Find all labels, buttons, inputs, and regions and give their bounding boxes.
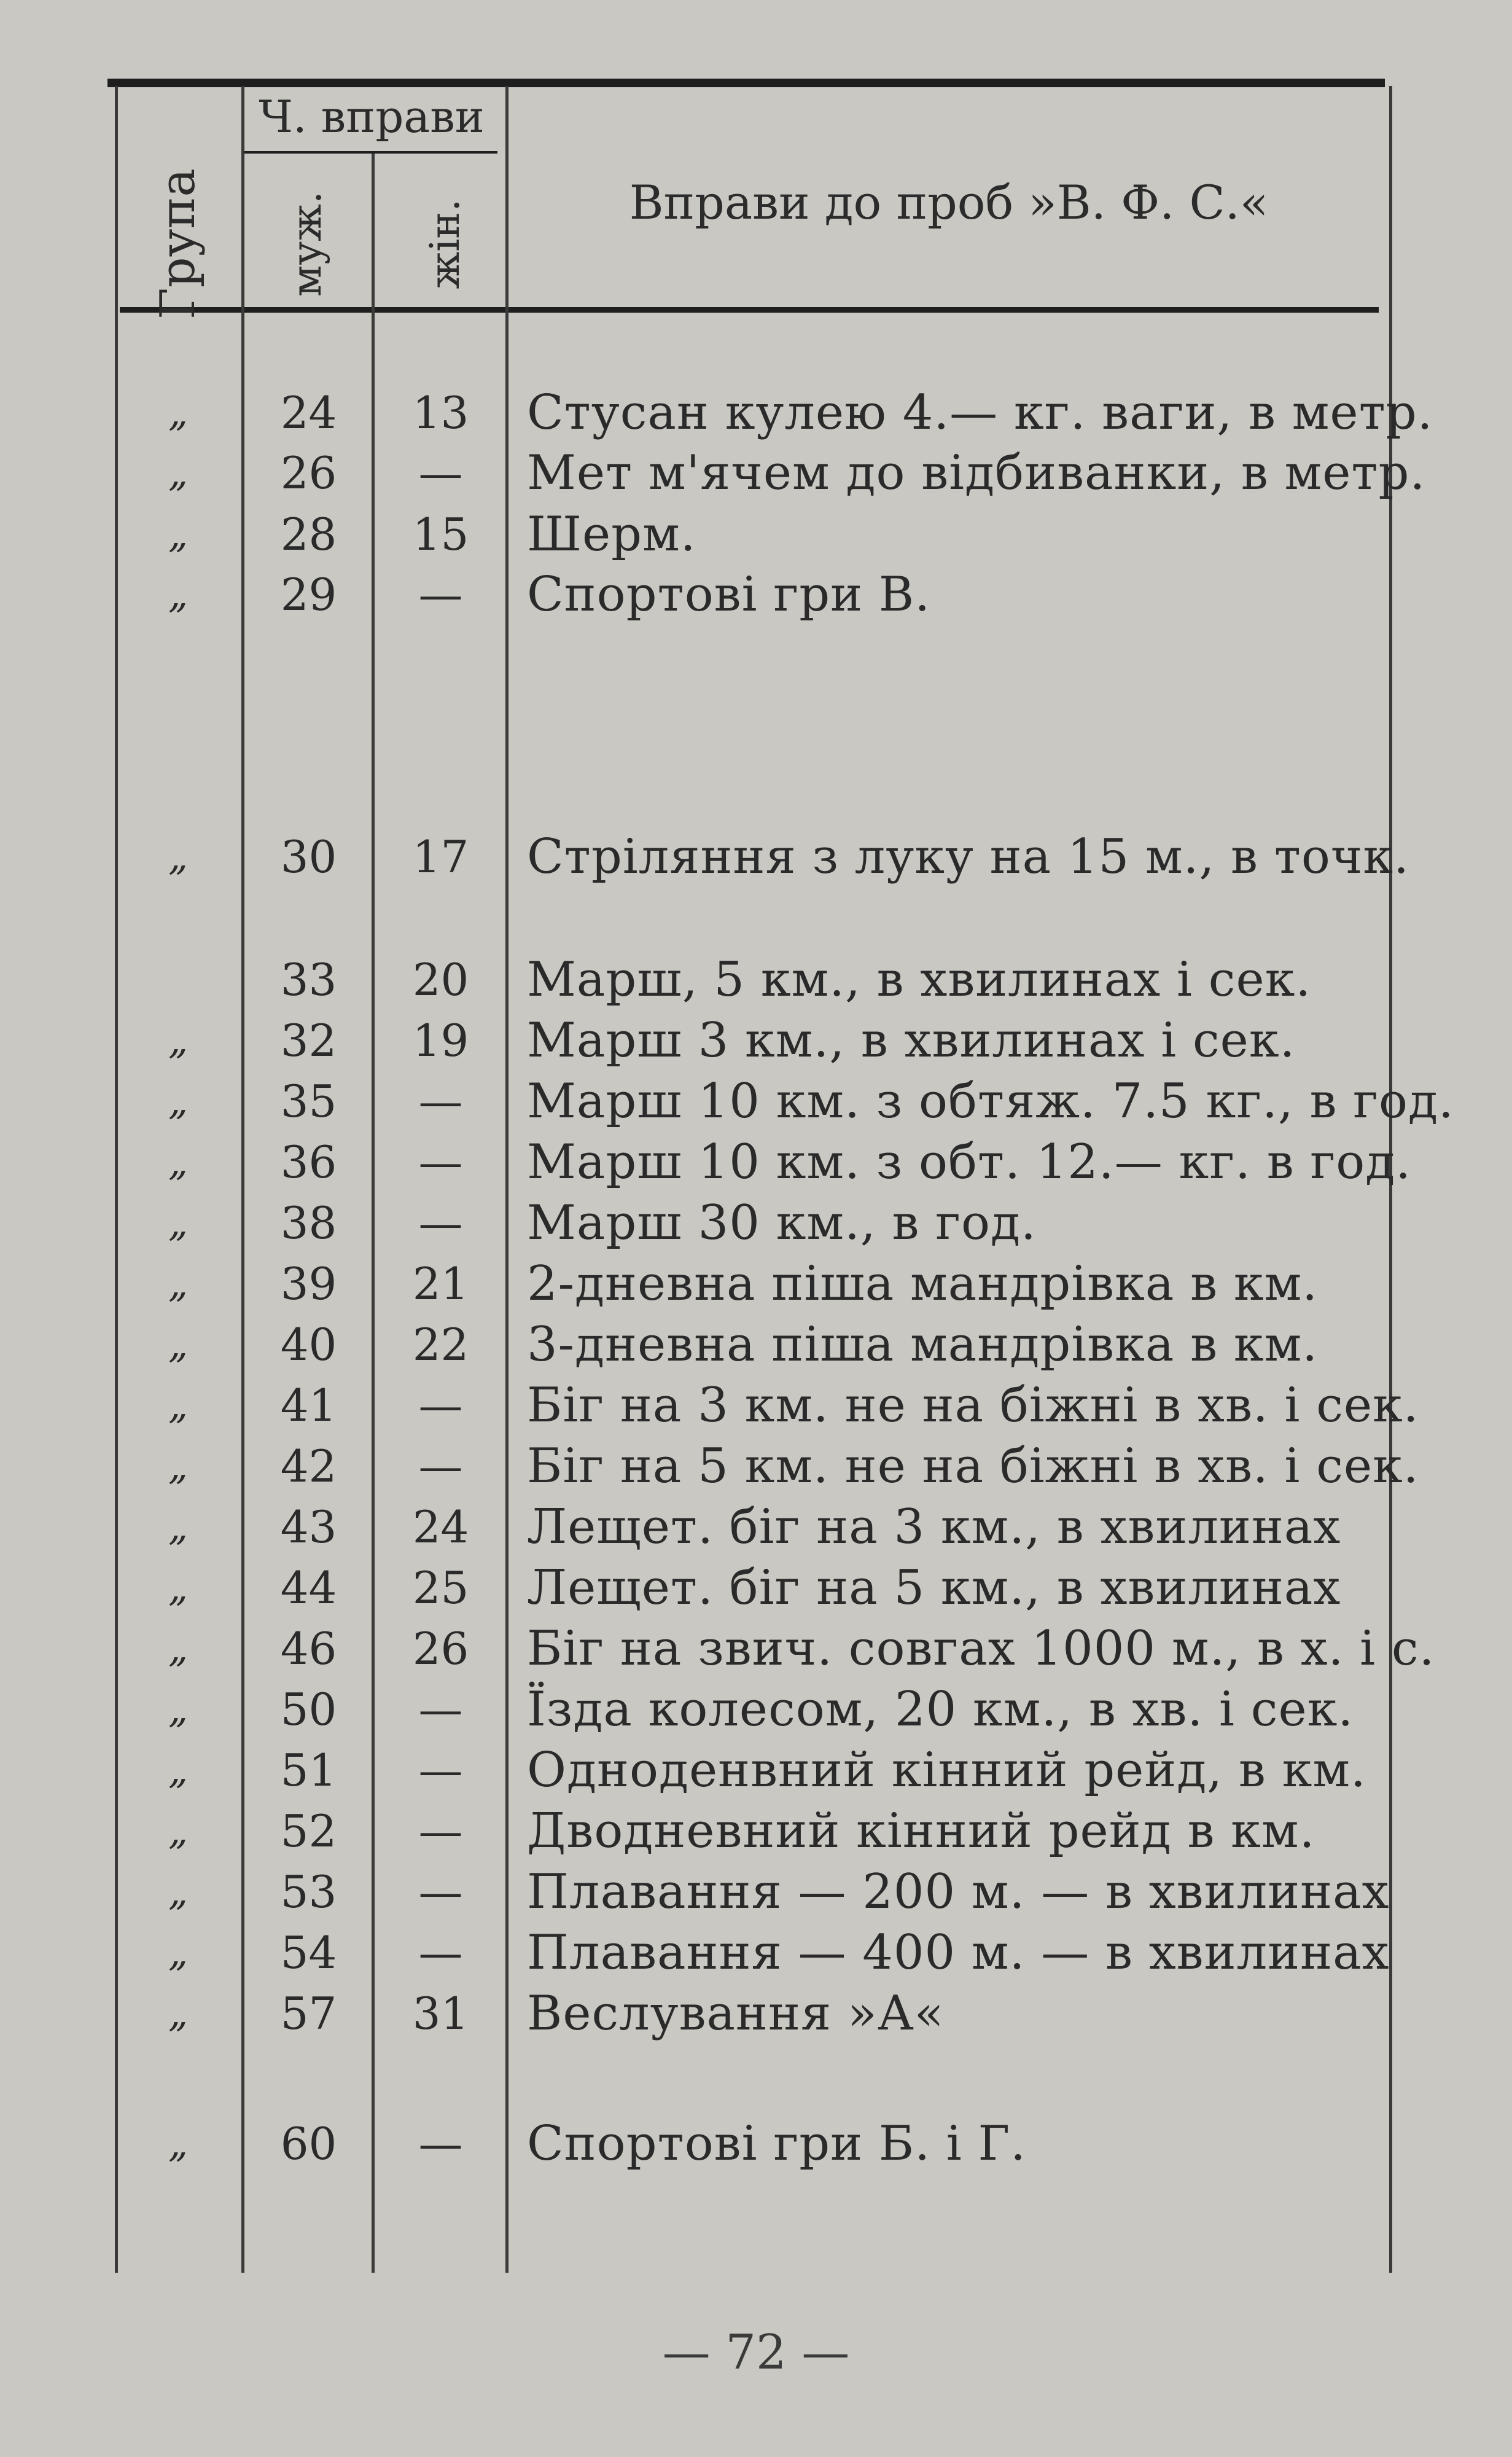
exercise-description: Лещет. біг на 5 км., в хвилинах	[527, 1560, 1341, 1615]
female-number-cell: —	[418, 1440, 463, 1492]
group-cell: „	[168, 1383, 189, 1428]
group-cell: „	[168, 1200, 189, 1245]
male-number-cell: 38	[280, 1197, 337, 1249]
table-row	[0, 1679, 1512, 1740]
exercise-description: Марш 10 км. з обтяж. 7.5 кг., в год.	[527, 1074, 1454, 1129]
group-cell: „	[168, 1930, 189, 1975]
table-row	[0, 504, 1512, 565]
group-cell: „	[168, 1748, 189, 1792]
group-cell: „	[168, 1626, 189, 1671]
header-female: жін.	[421, 198, 469, 289]
male-number-cell: 50	[280, 1684, 337, 1735]
male-number-cell: 43	[280, 1501, 337, 1553]
group-cell: „	[168, 1808, 189, 1853]
table-row	[0, 1800, 1512, 1862]
group-cell: „	[168, 1139, 189, 1184]
exercise-description: Їзда колесом, 20 км., в хв. і сек.	[527, 1682, 1354, 1737]
table-row	[0, 1375, 1512, 1436]
male-number-cell: 53	[280, 1866, 337, 1918]
female-number-cell: 24	[412, 1501, 469, 1553]
exercise-number-underline	[244, 151, 497, 154]
table-row	[0, 1192, 1512, 1254]
page-number: — 72 —	[662, 2325, 850, 2380]
group-cell: „	[168, 1322, 189, 1367]
header-group: Група	[150, 168, 206, 319]
male-number-cell: 46	[280, 1623, 337, 1674]
male-number-cell: 36	[280, 1136, 337, 1188]
male-number-cell: 32	[280, 1015, 337, 1066]
table-row	[0, 1861, 1512, 1923]
exercise-description: Плавання — 400 м. — в хвилинах	[527, 1925, 1390, 1980]
female-number-cell: 17	[412, 831, 469, 883]
group-cell: „	[168, 2121, 189, 2166]
group-cell: „	[168, 1261, 189, 1306]
group-cell: „	[168, 1018, 189, 1063]
female-number-cell: —	[418, 1684, 463, 1735]
table-row	[0, 1436, 1512, 1497]
header-male: муж.	[283, 191, 330, 297]
exercise-description: Біг на звич. совгах 1000 м., в х. і с.	[527, 1621, 1435, 1676]
male-number-cell: 33	[280, 954, 337, 1006]
male-number-cell: 57	[280, 1988, 337, 2039]
exercise-description: Веслування »А«	[527, 1986, 945, 2041]
exercise-description: 3-дневна піша мандрівка в км.	[527, 1317, 1319, 1372]
table-row	[0, 1740, 1512, 1801]
exercise-description: Лещет. біг на 3 км., в хвилинах	[527, 1499, 1341, 1555]
male-number-cell: 39	[280, 1258, 337, 1310]
exercise-description: Спортові гри В.	[527, 567, 931, 622]
exercise-description: Біг на 3 км. не на біжні в хв. і сек.	[527, 1378, 1419, 1433]
female-number-cell: 20	[412, 954, 469, 1006]
table-row	[0, 564, 1512, 625]
female-number-cell: 13	[412, 387, 469, 439]
female-number-cell: —	[418, 1927, 463, 1978]
group-cell: „	[168, 390, 189, 435]
male-number-cell: 30	[280, 831, 337, 883]
group-cell: „	[168, 450, 189, 495]
table-row	[0, 1010, 1512, 1071]
group-cell: „	[168, 1443, 189, 1488]
exercise-description: Шерм.	[527, 507, 696, 562]
male-number-cell: 24	[280, 387, 337, 439]
female-number-cell: —	[418, 569, 463, 620]
female-number-cell: 21	[412, 1258, 469, 1310]
male-number-cell: 42	[280, 1440, 337, 1492]
table-row	[0, 949, 1512, 1010]
male-number-cell: 52	[280, 1805, 337, 1857]
female-number-cell: —	[418, 1076, 463, 1127]
female-number-cell: —	[418, 1136, 463, 1188]
exercise-description: Марш 30 км., в год.	[527, 1195, 1037, 1251]
header-description: Вправи до проб »В. Ф. С.«	[629, 175, 1269, 230]
female-number-cell: —	[418, 447, 463, 499]
exercise-description: Марш 3 км., в хвилинах і сек.	[527, 1013, 1296, 1068]
table-row	[0, 1557, 1512, 1619]
exercise-description: Марш 10 км. з обт. 12.— кг. в год.	[527, 1135, 1412, 1190]
table-row	[0, 442, 1512, 504]
female-number-cell: —	[418, 1866, 463, 1918]
female-number-cell: 19	[412, 1015, 469, 1066]
male-number-cell: 44	[280, 1562, 337, 1614]
male-number-cell: 60	[280, 2118, 337, 2170]
female-number-cell: —	[418, 1380, 463, 1431]
exercise-description: Біг на 5 км. не на біжні в хв. і сек.	[527, 1439, 1419, 1494]
table-row	[0, 1496, 1512, 1558]
exercise-description: 2-дневна піша мандрівка в км.	[527, 1256, 1319, 1311]
male-number-cell: 51	[280, 1744, 337, 1796]
male-number-cell: 41	[280, 1380, 337, 1431]
table-row	[0, 2113, 1512, 2174]
exercise-description: Одноденвний кінний рейд, в км.	[527, 1743, 1366, 1798]
male-number-cell: 40	[280, 1319, 337, 1370]
female-number-cell: 31	[412, 1988, 469, 2039]
exercise-description: Плавання — 200 м. — в хвилинах	[527, 1864, 1390, 1920]
group-cell: „	[168, 572, 189, 617]
exercise-description: Стріляння з луку на 15 м., в точк.	[527, 829, 1409, 885]
female-number-cell: 22	[412, 1319, 469, 1370]
exercise-description: Стусан кулею 4.— кг. ваги, в метр.	[527, 385, 1433, 440]
female-number-cell: 26	[412, 1623, 469, 1674]
group-cell: „	[168, 1565, 189, 1610]
table-row	[0, 1253, 1512, 1314]
table-row	[0, 1983, 1512, 2044]
female-number-cell: —	[418, 1805, 463, 1857]
exercise-description: Марш, 5 км., в хвилинах і сек.	[527, 952, 1312, 1007]
group-cell: „	[168, 1687, 189, 1732]
table-row	[0, 1131, 1512, 1193]
group-cell: „	[168, 512, 189, 557]
table-row	[0, 382, 1512, 443]
table-row	[0, 1314, 1512, 1375]
female-number-cell: —	[418, 1744, 463, 1796]
female-number-cell: 15	[412, 509, 469, 560]
female-number-cell: 25	[412, 1562, 469, 1614]
female-number-cell: —	[418, 1197, 463, 1249]
male-number-cell: 26	[280, 447, 337, 499]
table-row	[0, 1922, 1512, 1983]
group-cell: „	[168, 1504, 189, 1549]
male-number-cell: 54	[280, 1927, 337, 1978]
female-number-cell: —	[418, 2118, 463, 2170]
male-number-cell: 28	[280, 509, 337, 560]
exercise-description: Мет м'ячем до відбиванки, в метр.	[527, 445, 1426, 501]
exercise-description: Дводневний кінний рейд в км.	[527, 1803, 1315, 1859]
header-exercise-number: Ч. вправи	[259, 91, 485, 143]
group-cell: „	[168, 1079, 189, 1123]
group-cell: „	[168, 1991, 189, 2036]
table-row	[0, 826, 1512, 888]
group-cell: „	[168, 834, 189, 879]
table-row	[0, 1071, 1512, 1132]
male-number-cell: 29	[280, 569, 337, 620]
table-row	[0, 1618, 1512, 1679]
exercise-description: Спортові гри Б. і Г.	[527, 2116, 1026, 2171]
group-cell: „	[168, 1869, 189, 1914]
male-number-cell: 35	[280, 1076, 337, 1127]
